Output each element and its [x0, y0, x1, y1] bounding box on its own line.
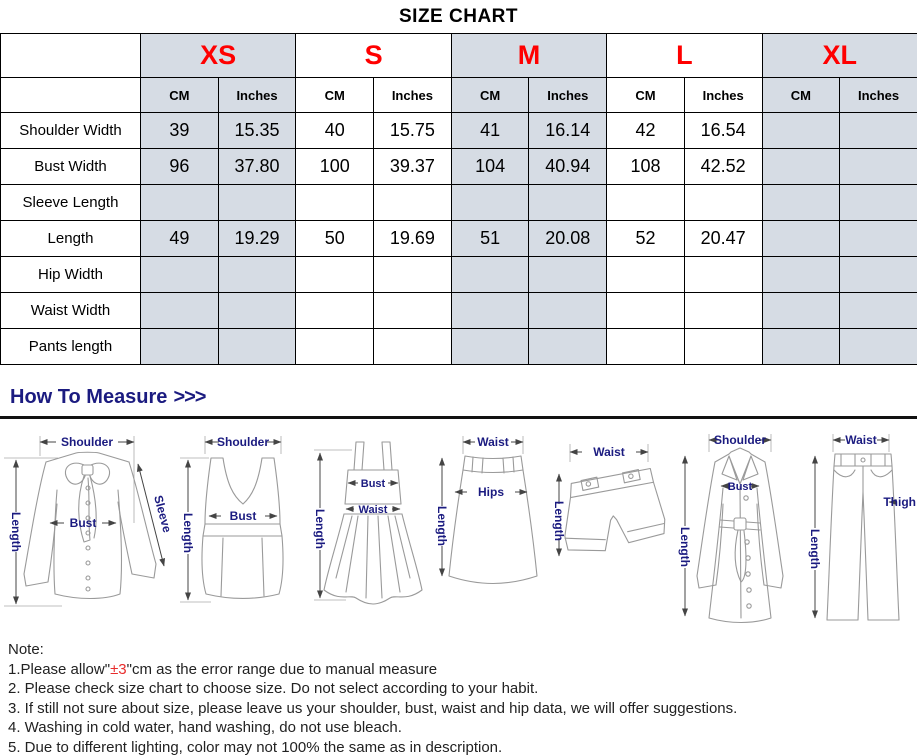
unit-header-row [1, 78, 917, 113]
measure-label-length: Length [313, 509, 327, 549]
note-line-1: 1.Please allow"±3"cm as the error range due to manual measure [8, 660, 438, 678]
page-title: SIZE CHART [399, 6, 518, 27]
value-cell [762, 221, 840, 257]
size-header-xs: XS [141, 34, 296, 78]
value-cell [607, 329, 685, 365]
value-cell [529, 185, 607, 221]
value-cell [529, 257, 607, 293]
value-cell: 108 [607, 149, 685, 185]
value-cell [374, 329, 452, 365]
how-to-measure-label: How To Measure [10, 386, 168, 408]
value-cell [607, 257, 685, 293]
value-cell [684, 185, 762, 221]
notes-heading: Note: [8, 641, 44, 658]
notes-section [0, 630, 917, 755]
value-cell: 100 [296, 149, 374, 185]
value-cell: 19.29 [218, 221, 296, 257]
value-cell: 19.69 [374, 221, 452, 257]
value-cell [218, 293, 296, 329]
value-cell [762, 293, 840, 329]
unit-header: Inches [529, 78, 607, 113]
value-cell [141, 257, 219, 293]
measure-label-length: Length [181, 513, 195, 553]
row-label: Length [1, 221, 141, 257]
value-cell: 20.08 [529, 221, 607, 257]
value-cell: 51 [451, 221, 529, 257]
figure-blouse [0, 428, 175, 630]
triple-chevron-icon: >>> [173, 386, 206, 408]
value-cell [296, 329, 374, 365]
value-cell: 42.52 [684, 149, 762, 185]
note-line-4: 4. Washing in cold water, hand washing, do not use bleach. [8, 719, 402, 736]
corner-cell [1, 78, 141, 113]
measure-label-waist: Waist [477, 435, 509, 449]
value-cell: 41 [451, 113, 529, 149]
table-row-length [1, 221, 917, 257]
value-cell [374, 293, 452, 329]
value-cell [840, 221, 917, 257]
value-cell: 96 [141, 149, 219, 185]
row-label: Pants length [1, 329, 141, 365]
table-row-shoulder-width [1, 113, 917, 149]
measure-label-bust: Bust [360, 478, 386, 490]
measure-label-thigh: Thigh [883, 495, 916, 509]
value-cell [218, 329, 296, 365]
value-cell: 40.94 [529, 149, 607, 185]
value-cell: 15.75 [374, 113, 452, 149]
size-header-row [1, 34, 917, 78]
value-cell: 49 [141, 221, 219, 257]
corner-cell [1, 34, 141, 78]
value-cell [607, 185, 685, 221]
size-header-s: S [296, 34, 451, 78]
measure-label-bust: Bust [727, 481, 753, 493]
value-cell [296, 185, 374, 221]
value-cell [762, 329, 840, 365]
measure-label-hips: Hips [477, 485, 505, 499]
value-cell [684, 293, 762, 329]
value-cell: 20.47 [684, 221, 762, 257]
figure-coat [675, 428, 805, 630]
value-cell [762, 185, 840, 221]
value-cell [141, 185, 219, 221]
measure-label-length: Length [435, 506, 449, 546]
value-cell [374, 257, 452, 293]
measure-label-length: Length [808, 529, 822, 569]
table-row-hip-width [1, 257, 917, 293]
value-cell: 50 [296, 221, 374, 257]
value-cell [840, 293, 917, 329]
measure-label-waist: Waist [593, 445, 625, 459]
value-cell [141, 293, 219, 329]
value-cell [840, 149, 917, 185]
value-cell [840, 113, 917, 149]
value-cell: 16.14 [529, 113, 607, 149]
value-cell: 39.37 [374, 149, 452, 185]
note-line-2: 2. Please check size chart to choose size. Do not select according to your habit. [8, 680, 539, 697]
size-header-l: L [607, 34, 762, 78]
value-cell: 42 [607, 113, 685, 149]
figure-shorts [550, 428, 675, 630]
size-table [0, 33, 917, 365]
value-cell: 39 [141, 113, 219, 149]
measure-label-length: Length [9, 512, 23, 552]
figure-tank-top [175, 428, 310, 630]
error-range-value: ±3 [110, 660, 127, 678]
value-cell [451, 185, 529, 221]
figure-dress [310, 428, 435, 630]
unit-header: CM [296, 78, 374, 113]
row-label: Hip Width [1, 257, 141, 293]
measure-label-waist: Waist [358, 504, 388, 516]
value-cell [840, 257, 917, 293]
value-cell [684, 329, 762, 365]
value-cell: 40 [296, 113, 374, 149]
measure-label-shoulder: Shoulder [713, 433, 767, 447]
value-cell: 15.35 [218, 113, 296, 149]
unit-header: Inches [840, 78, 917, 113]
value-cell: 52 [607, 221, 685, 257]
unit-header: Inches [684, 78, 762, 113]
value-cell: 104 [451, 149, 529, 185]
unit-header: CM [141, 78, 219, 113]
unit-header: CM [451, 78, 529, 113]
value-cell: 16.54 [684, 113, 762, 149]
size-header-xl: XL [762, 34, 917, 78]
how-to-measure-heading [10, 386, 917, 409]
value-cell [218, 257, 296, 293]
table-row-pants-length [1, 329, 917, 365]
unit-header: Inches [218, 78, 296, 113]
value-cell: 37.80 [218, 149, 296, 185]
row-label: Shoulder Width [1, 113, 141, 149]
figure-skirt [435, 428, 550, 630]
how-to-measure-figures [0, 428, 917, 630]
size-header-m: M [451, 34, 606, 78]
measure-label-waist: Waist [845, 433, 877, 447]
value-cell [141, 329, 219, 365]
value-cell [451, 293, 529, 329]
table-row-bust-width [1, 149, 917, 185]
table-row-waist-width [1, 293, 917, 329]
value-cell [374, 185, 452, 221]
note-line-5: 5. Due to different lighting, color may not 100% the same as in description. [8, 738, 503, 755]
value-cell [451, 257, 529, 293]
measure-label-shoulder: Shoulder [60, 435, 114, 449]
measure-label-bust: Bust [69, 516, 97, 530]
section-divider [0, 416, 917, 419]
unit-header: Inches [374, 78, 452, 113]
unit-header: CM [762, 78, 840, 113]
row-label: Sleeve Length [1, 185, 141, 221]
note-line-3: 3. If still not sure about size, please leave us your shoulder, bust, waist and hip data, we will offer suggestions. [8, 699, 738, 717]
row-label: Bust Width [1, 149, 141, 185]
value-cell [762, 257, 840, 293]
table-row-sleeve-length [1, 185, 917, 221]
unit-header: CM [607, 78, 685, 113]
value-cell [529, 293, 607, 329]
value-cell [296, 293, 374, 329]
figure-pants [805, 428, 917, 630]
value-cell [684, 257, 762, 293]
value-cell [296, 257, 374, 293]
measure-label-sleeve: Sleeve [151, 493, 175, 535]
value-cell [607, 293, 685, 329]
row-label: Waist Width [1, 293, 141, 329]
value-cell [840, 185, 917, 221]
value-cell [218, 185, 296, 221]
measure-label-bust: Bust [229, 509, 257, 523]
value-cell [529, 329, 607, 365]
value-cell [451, 329, 529, 365]
measure-label-length: Length [552, 501, 566, 541]
measure-label-shoulder: Shoulder [216, 435, 270, 449]
value-cell [840, 329, 917, 365]
value-cell [762, 113, 840, 149]
value-cell [762, 149, 840, 185]
measure-label-length: Length [678, 527, 692, 567]
